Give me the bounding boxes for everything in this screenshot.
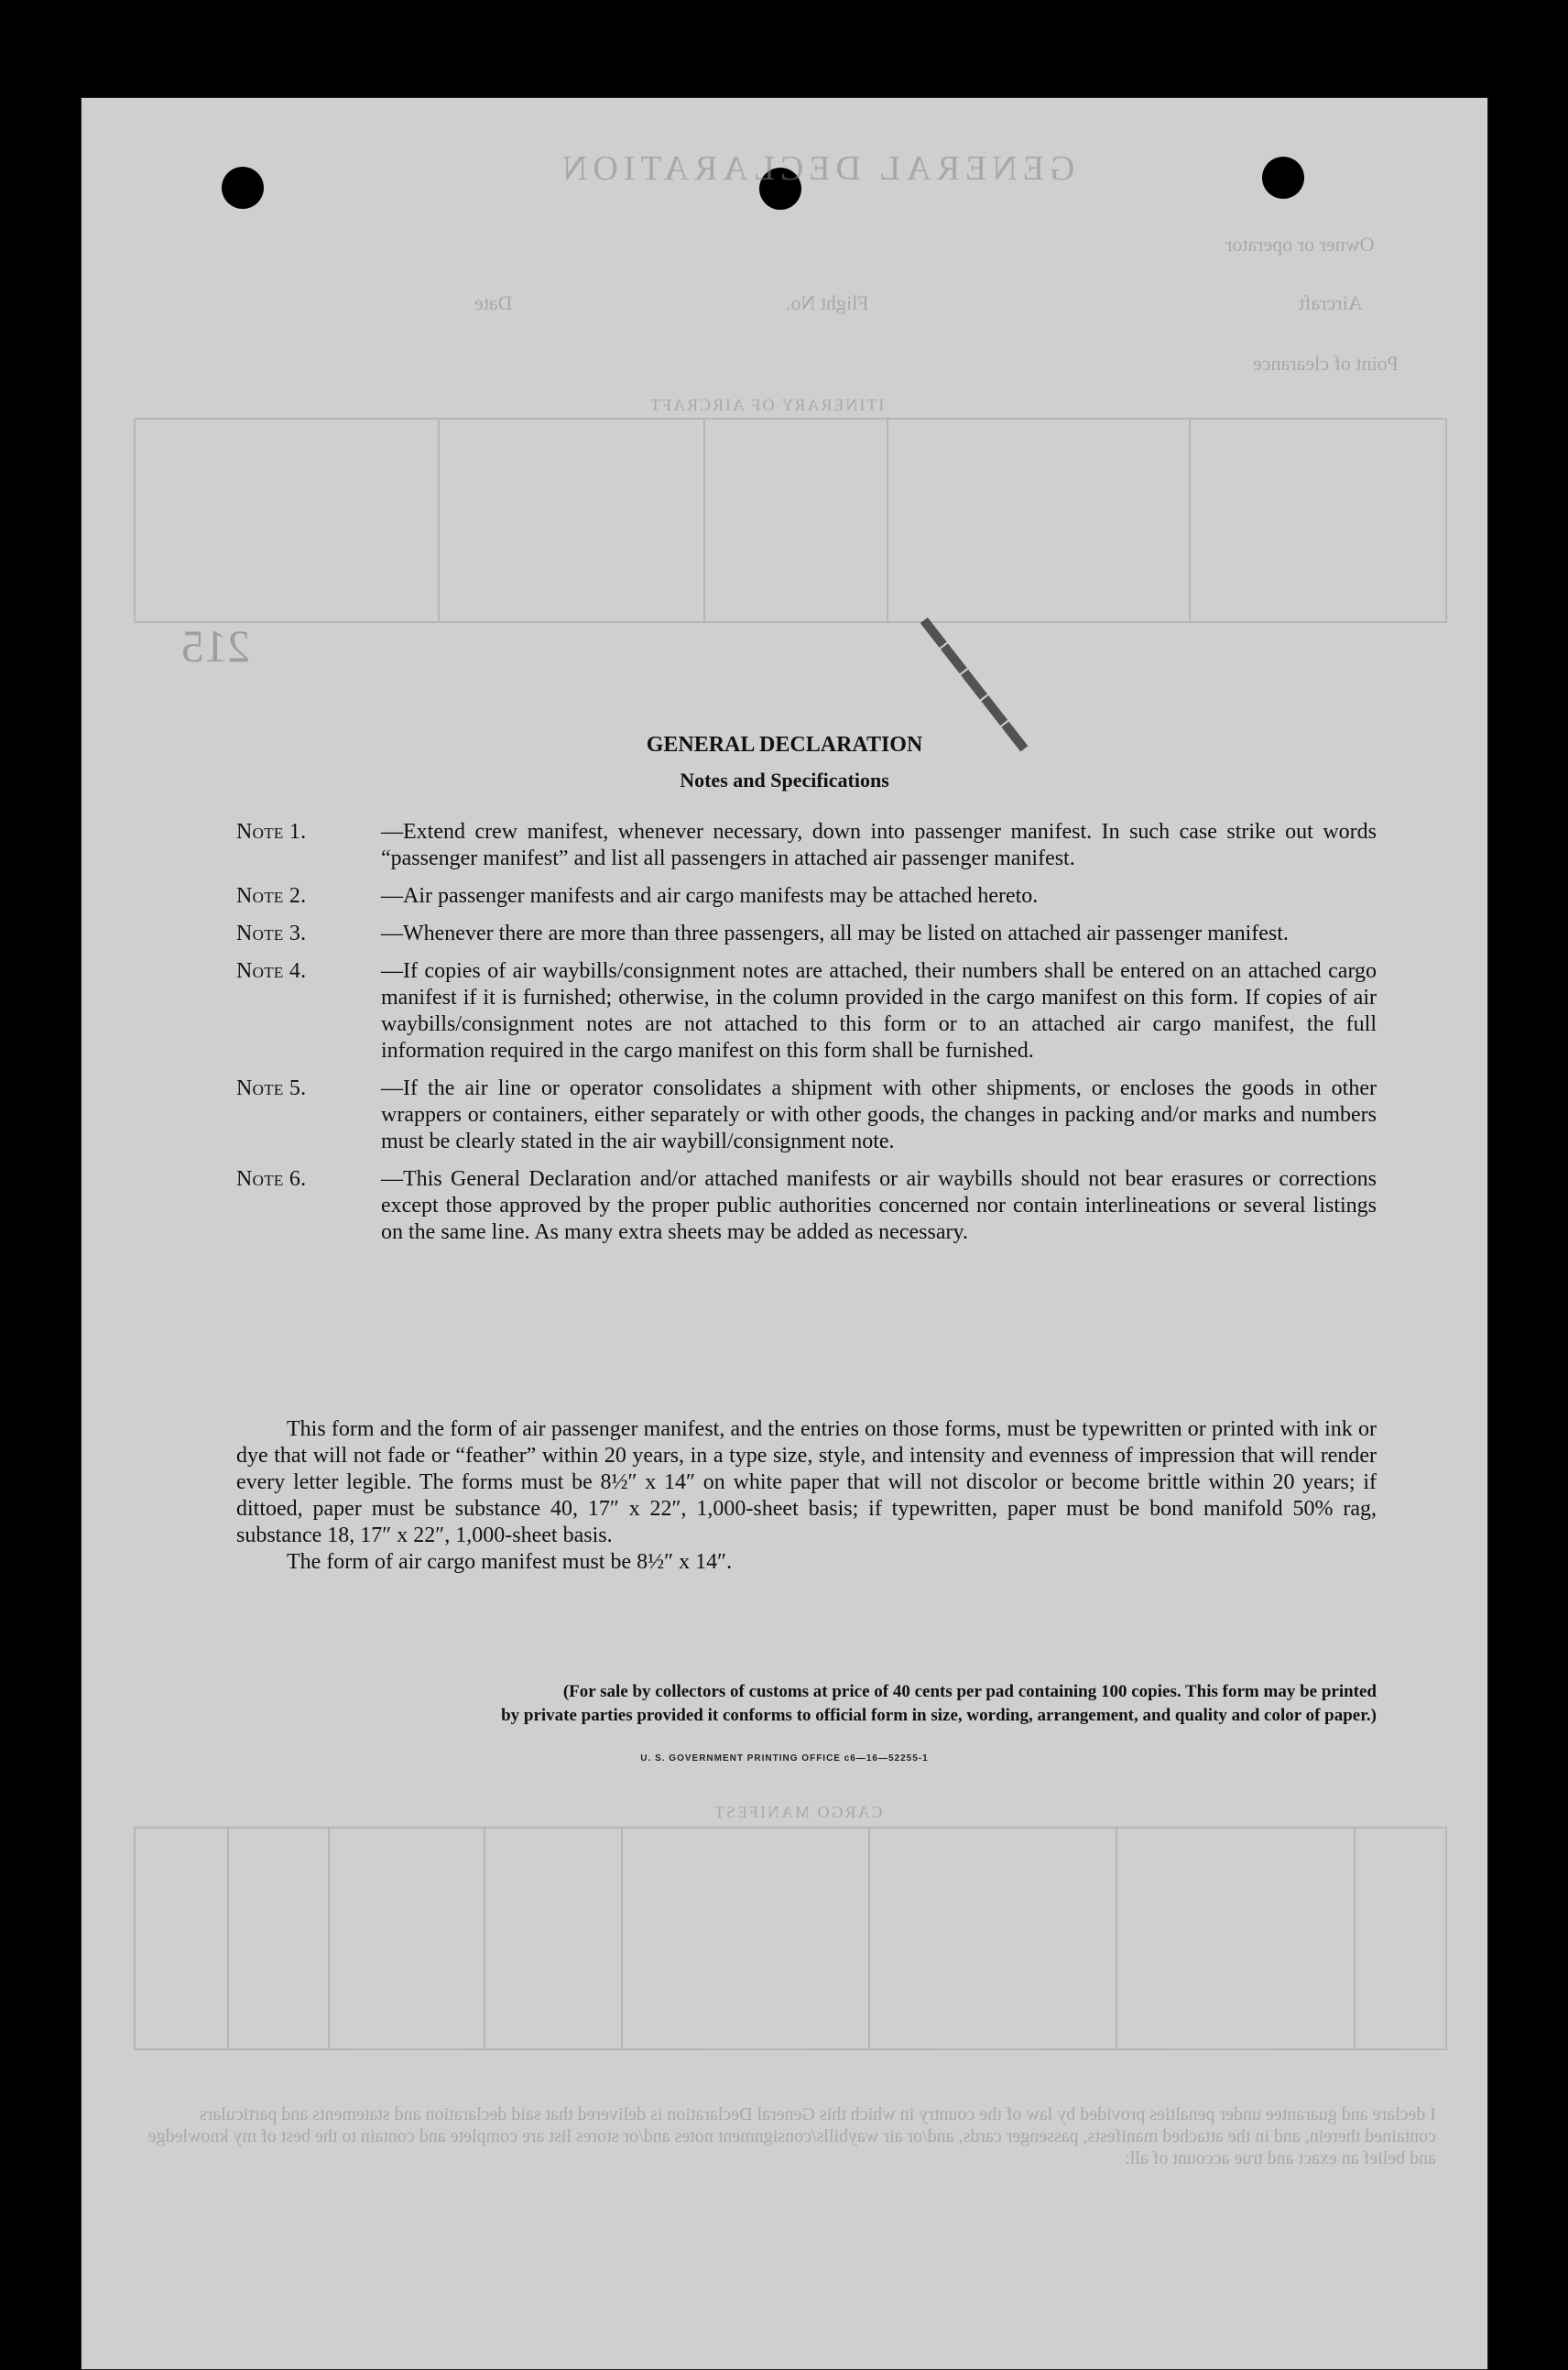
sale-note-line: by private parties provided it conforms to official form in size, wording, arrangement, and quality and color of paper.) [501, 1706, 1377, 1725]
punch-hole [1262, 157, 1304, 199]
sale-note-line: (For sale by collectors of customs at price of 40 cents per pad containing 100 copies. This form may be printed [562, 1682, 1377, 1701]
note-item: Note 5. —If the air line or operator consolidates a shipment with other shipments, or encloses the goods in other wrappers or containers, either separately or with other goods, the changes in packing and/or marks and numbers must be clearly stated in the air waybill/consignment note. [236, 1076, 1377, 1153]
page-title: GENERAL DECLARATION [646, 733, 923, 757]
note-item: Note 3. —Whenever there are more than three passengers, all may be listed on attached air passenger manifest. [236, 922, 1289, 945]
page-subtitle: Notes and Specifications [680, 769, 889, 792]
diagonal-stamp: ▬▬▬▬▬ [914, 606, 1043, 759]
notes-list [236, 819, 1377, 1257]
document-page [81, 97, 1488, 2370]
specifications-text: This form and the form of air passenger manifest, and the entries on those forms, must be typewritten or printed with ink or dye that will not fade or “feather” within 20 years, in a type size, style, and intensity and evenness of impression that will render every letter legible. The forms must be 8½″ x 14″ on white paper that will not discolor or become brittle within 20 years; if dittoed, paper must be substance 40, 17″ x 22″, 1,000-sheet basis; if typewritten, paper must be bond manifold 50% rag, substance 18, 17″ x 22″, 1,000-sheet basis. [236, 1417, 1377, 1547]
printing-office-line: U. S. GOVERNMENT PRINTING OFFICE c6—16—52255-1 [640, 1753, 929, 1764]
bleed-itinerary-table [134, 418, 1447, 623]
bleed-date: Date [474, 291, 513, 314]
cargo-spec-text: The form of air cargo manifest must be 8½″ x 14″. [287, 1550, 733, 1574]
bleed-aircraft: Aircraft [1299, 291, 1363, 314]
bleed-cargo-table [134, 1827, 1447, 2050]
bleed-cargo-manifest: CARGO MANIFEST [713, 1803, 883, 1821]
bleed-owner: Owner or operator [1225, 233, 1375, 256]
sale-note [236, 1680, 1377, 1728]
note-item: Note 4. —If copies of air waybills/consignment notes are attached, their numbers shall be entered on an attached cargo manifest if it is furnished; otherwise, in the column provided in the cargo manifest on this form. If copies of air waybills/consignment notes are not attached to this form or to an attached air cargo manifest, the full information required in the cargo manifest on this form shall be furnished. [236, 959, 1377, 1063]
specifications-paragraph [236, 1416, 1377, 1576]
punch-hole [222, 167, 264, 209]
bleed-title: GENERAL DECLARATION [557, 149, 1075, 188]
note-item: Note 2. —Air passenger manifests and air cargo manifests may be attached hereto. [236, 884, 1039, 908]
bleed-number: 215 [181, 620, 250, 672]
bleed-itinerary: ITINERARY OF AIRCRAFT [648, 396, 885, 414]
bleed-clearance: Point of clearance [1253, 352, 1399, 375]
note-item: Note 6. —This General Declaration and/or attached manifests or air waybills should not bear erasures or corrections except those approved by the proper public authorities concerned nor contain interlineations or several listings on the same line. As many extra sheets may be added as necessary. [236, 1167, 1377, 1244]
bleed-flight: Flight No. [786, 291, 869, 314]
note-item: Note 1. —Extend crew manifest, whenever necessary, down into passenger manifest. In such case strike out words “passenger manifest” and list all passengers in attached air passenger manifest. [236, 820, 1377, 870]
bleed-declaration: I declare and guarantee under penalties provided by law of the country in which this General Declaration is delivered that said declaration and statements and particulars contained therein, and in the attached manifests, passenger cards, and/or air waybills/consignment notes and/or stores list are complete and contain to the best of my knowledge and belief an exact and true account of all: [147, 2104, 1436, 2168]
